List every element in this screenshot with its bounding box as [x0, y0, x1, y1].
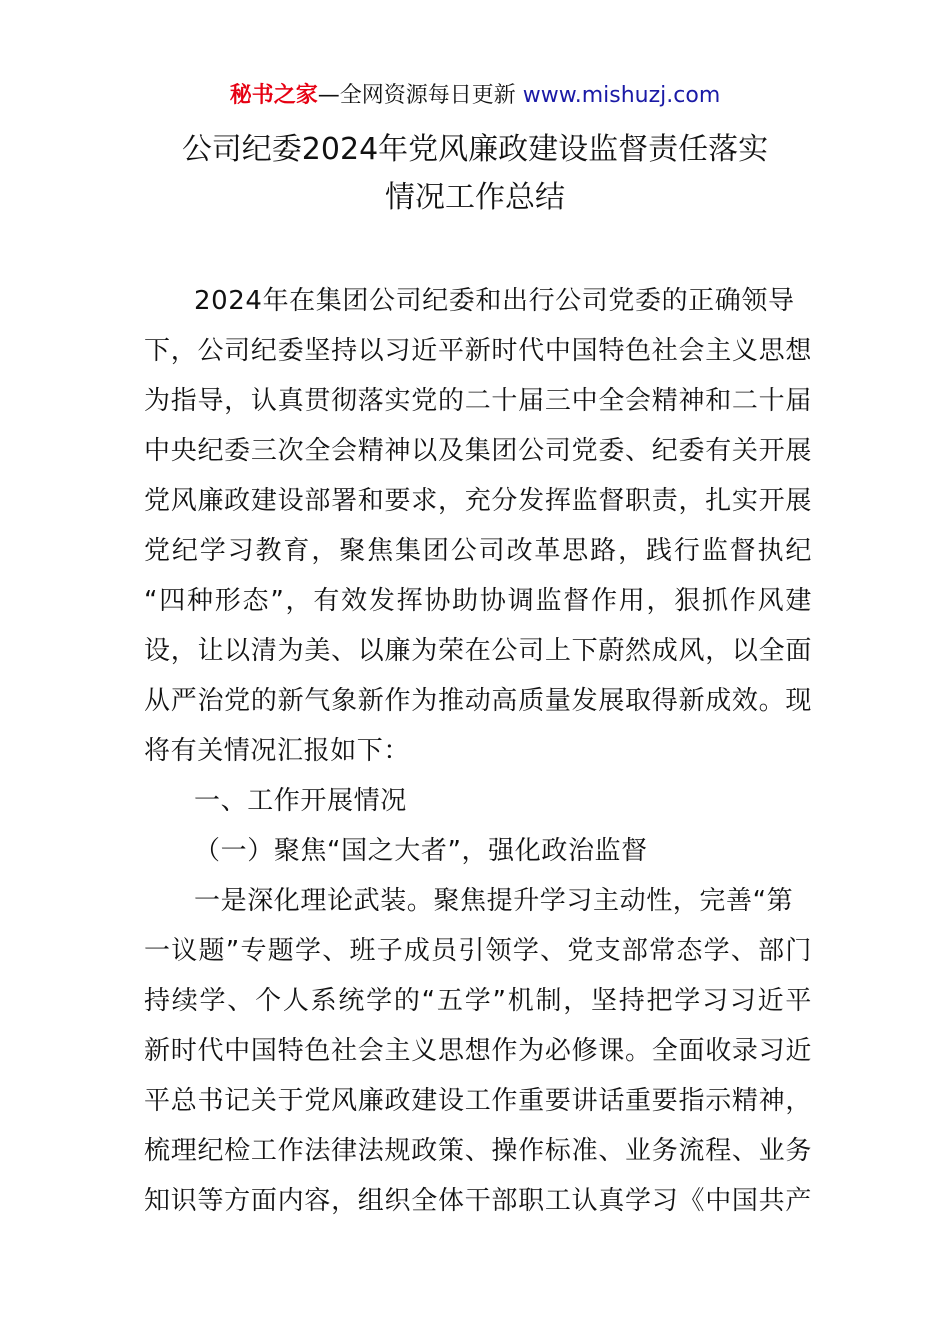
body-line: 从严治党的新气象新作为推动高质量发展取得新成效。现: [144, 686, 812, 716]
body-line: “四种形态”，有效发挥协助协调监督作用，狠抓作风建: [144, 586, 812, 616]
body-line: 知识等方面内容，组织全体干部职工认真学习《中国共产: [144, 1186, 812, 1216]
body-line: 一是深化理论武装。聚焦提升学习主动性，完善“第: [194, 886, 794, 916]
body-line: 为指导，认真贯彻落实党的二十届三中全会精神和二十届: [144, 386, 812, 416]
body-line: 持续学、个人系统学的“五学”机制，坚持把学习习近平: [144, 986, 812, 1016]
document-title-line-2: 情况工作总结: [385, 180, 565, 215]
document-body: [144, 276, 812, 1226]
body-line: 梳理纪检工作法律法规政策、操作标准、业务流程、业务: [144, 1136, 812, 1166]
body-line: 中央纪委三次全会精神以及集团公司党委、纪委有关开展: [144, 436, 812, 466]
section-heading: 一、工作开展情况: [194, 786, 407, 816]
body-line: 2024年在集团公司纪委和出行公司党委的正确领导: [194, 286, 795, 316]
body-line: 党风廉政建设部署和要求，充分发挥监督职责，扎实开展: [144, 486, 812, 516]
site-header: [0, 80, 950, 112]
document-title-line-1: 公司纪委2024年党风廉政建设监督责任落实: [181, 132, 769, 167]
body-line: 新时代中国特色社会主义思想作为必修课。全面收录习近: [144, 1036, 812, 1066]
brand-name: 秘书之家: [229, 83, 318, 108]
subsection-heading: （一）聚焦“国之大者”，强化政治监督: [194, 836, 648, 866]
body-line: 党纪学习教育，聚焦集团公司改革思路，践行监督执纪: [144, 536, 812, 566]
site-url-link[interactable]: www.mishuzj.com: [522, 83, 721, 108]
body-line: 设，让以清为美、以廉为荣在公司上下蔚然成风，以全面: [144, 636, 812, 666]
body-line: 将有关情况汇报如下：: [144, 736, 411, 766]
body-line: 一议题”专题学、班子成员引领学、党支部常态学、部门: [144, 936, 812, 966]
body-line: 下，公司纪委坚持以习近平新时代中国特色社会主义思想: [144, 336, 812, 366]
body-line: 平总书记关于党风廉政建设工作重要讲话重要指示精神，: [144, 1086, 812, 1116]
site-tagline: —全网资源每日更新: [317, 83, 523, 108]
